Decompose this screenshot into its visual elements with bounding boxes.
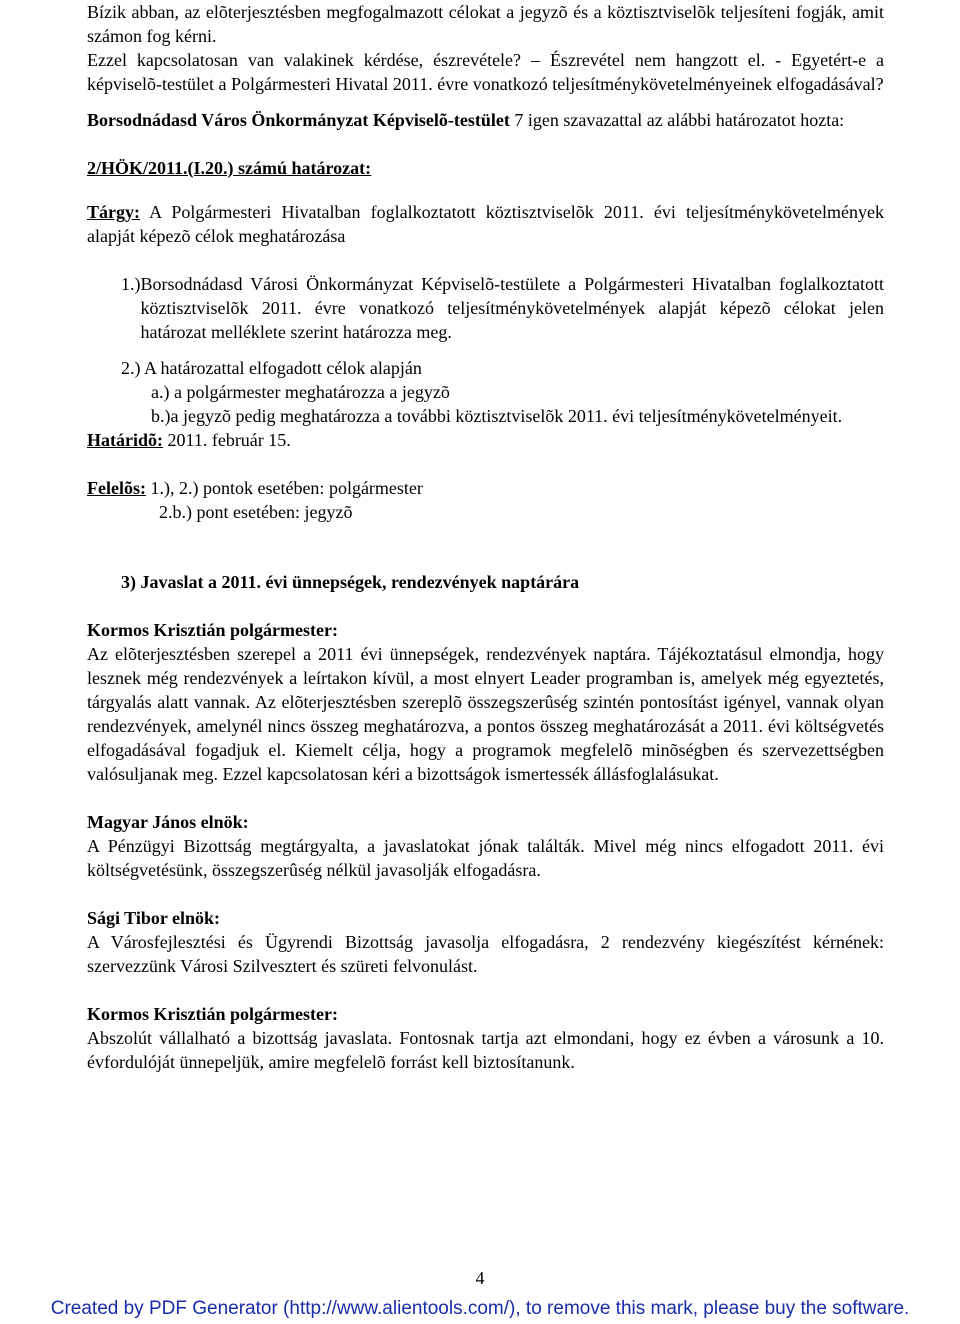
responsible-text: 1.), 2.) pontok esetében: polgármester bbox=[145, 478, 423, 498]
resolution-item-2: 2.) A határozattal elfogadott célok alapján bbox=[121, 358, 422, 378]
deadline bbox=[87, 428, 884, 452]
deadline-label: Határidõ: bbox=[87, 430, 163, 450]
resolution-subject bbox=[87, 200, 884, 248]
vote-text: 7 igen szavazattal az alábbi határozatot hozta: bbox=[509, 110, 845, 130]
responsible bbox=[87, 476, 884, 500]
speech-text: Abszolút vállalható a bizottság javaslata. Fontosnak tartja azt elmondani, hogy ez évben a városunk a 10. évfordulóját ünnepeljük, amire megfelelõ forrást kell biztosítanunk. bbox=[87, 1028, 884, 1072]
responsible-2: 2.b.) pont esetében: jegyzõ bbox=[159, 502, 353, 522]
item-number: 1.) bbox=[121, 274, 141, 294]
intro-paragraph-1: Bízik abban, az elõterjesztésben megfogalmazott célokat a jegyzõ és a köztisztviselõk teljesíteni fogják, amit számon fog kérni. bbox=[87, 2, 884, 46]
generator-watermark: Created by PDF Generator (http://www.alientools.com/), to remove this mark, please buy the software. bbox=[50, 1298, 910, 1319]
intro-paragraph-2: Ezzel kapcsolatosan van valakinek kérdése, észrevétele? – Észrevétel nem hangzott el. - Egyetért-e a képviselõ-testület a Polgármesteri Hivatal 2011. évre vonatkozó teljesítménykövetelményeinek elfogadásával? bbox=[87, 50, 884, 94]
speech-text: A Városfejlesztési és Ügyrendi Bizottság javasolja elfogadásra, 2 rendezvény kiegészítést kérnének: szervezzünk Városi Szilvesztert és szüreti felvonulást. bbox=[87, 932, 884, 976]
speaker-name: Magyar János elnök: bbox=[87, 812, 249, 832]
vote-paragraph bbox=[87, 108, 884, 132]
resolution-item-2b bbox=[151, 404, 884, 428]
speaker-name: Sági Tibor elnök: bbox=[87, 908, 221, 928]
agenda-title: 3) Javaslat a 2011. évi ünnepségek, rendezvények naptárára bbox=[121, 572, 580, 592]
subject-label: Tárgy: bbox=[87, 202, 140, 222]
resolution-item-1 bbox=[121, 272, 884, 344]
page-number: 4 bbox=[475, 1268, 485, 1288]
speech-text: A Pénzügyi Bizottság megtárgyalta, a javaslatokat jónak találták. Mivel még nincs elfogadott 2011. évi költségvetésünk, összegszerûség nélkül javasolják elfogadásra. bbox=[87, 836, 884, 880]
council-name: Borsodnádasd Város Önkormányzat Képviselõ-testület bbox=[87, 110, 510, 130]
item-text: Borsodnádasd Városi Önkormányzat Képviselõ-testülete a Polgármesteri Hivatalban foglalkoztatott köztisztviselõk 2011. évre vonatkozó teljesítménykövetelmények alapját képezõ célokat jelen határozat melléklete szerint határozza meg. bbox=[140, 274, 884, 342]
responsible-label: Felelõs: bbox=[87, 478, 146, 498]
speaker-name: Kormos Krisztián polgármester: bbox=[87, 620, 338, 640]
speech-text: Az elõterjesztésben szerepel a 2011 évi ünnepségek, rendezvények naptára. Tájékoztatásul elmondja, hogy lesznek még rendezvények a leírtakon kívül, a most elnyert Leader programban is, amelyek még egyeztetés, tárgyalás alatt vannak. Az elõterjesztésben szereplõ összegszerûség szintén pontosítást igényel, vannak olyan rendezvények, amelynél nincs összeg meghatározva, a pontos összeg meghatározását a 2011. évi költségvetés elfogadásával fogadjuk el. Kiemelt célja, hogy a programok megfelelõ minõségben és szervezettségben valósuljanak meg. Ezzel kapcsolatosan kéri a bizottságok ismertessék állásfoglalásukat. bbox=[87, 644, 884, 784]
subject-text: A Polgármesteri Hivatalban foglalkoztatott köztisztviselõk 2011. évi teljesítménykövetelmények alapját képezõ célok meghatározása bbox=[87, 202, 884, 246]
resolution-number: 2/HÖK/2011.(I.20.) számú határozat: bbox=[87, 158, 372, 178]
item-number: b.) bbox=[151, 406, 171, 426]
item-text: a jegyzõ pedig meghatározza a további köztisztviselõk 2011. évi teljesítménykövetelményeit. bbox=[170, 406, 843, 426]
resolution-item-2a: a.) a polgármester meghatározza a jegyzõ bbox=[151, 382, 450, 402]
deadline-text: 2011. február 15. bbox=[163, 430, 291, 450]
document-page bbox=[87, 0, 884, 1074]
speaker-name: Kormos Krisztián polgármester: bbox=[87, 1004, 338, 1024]
